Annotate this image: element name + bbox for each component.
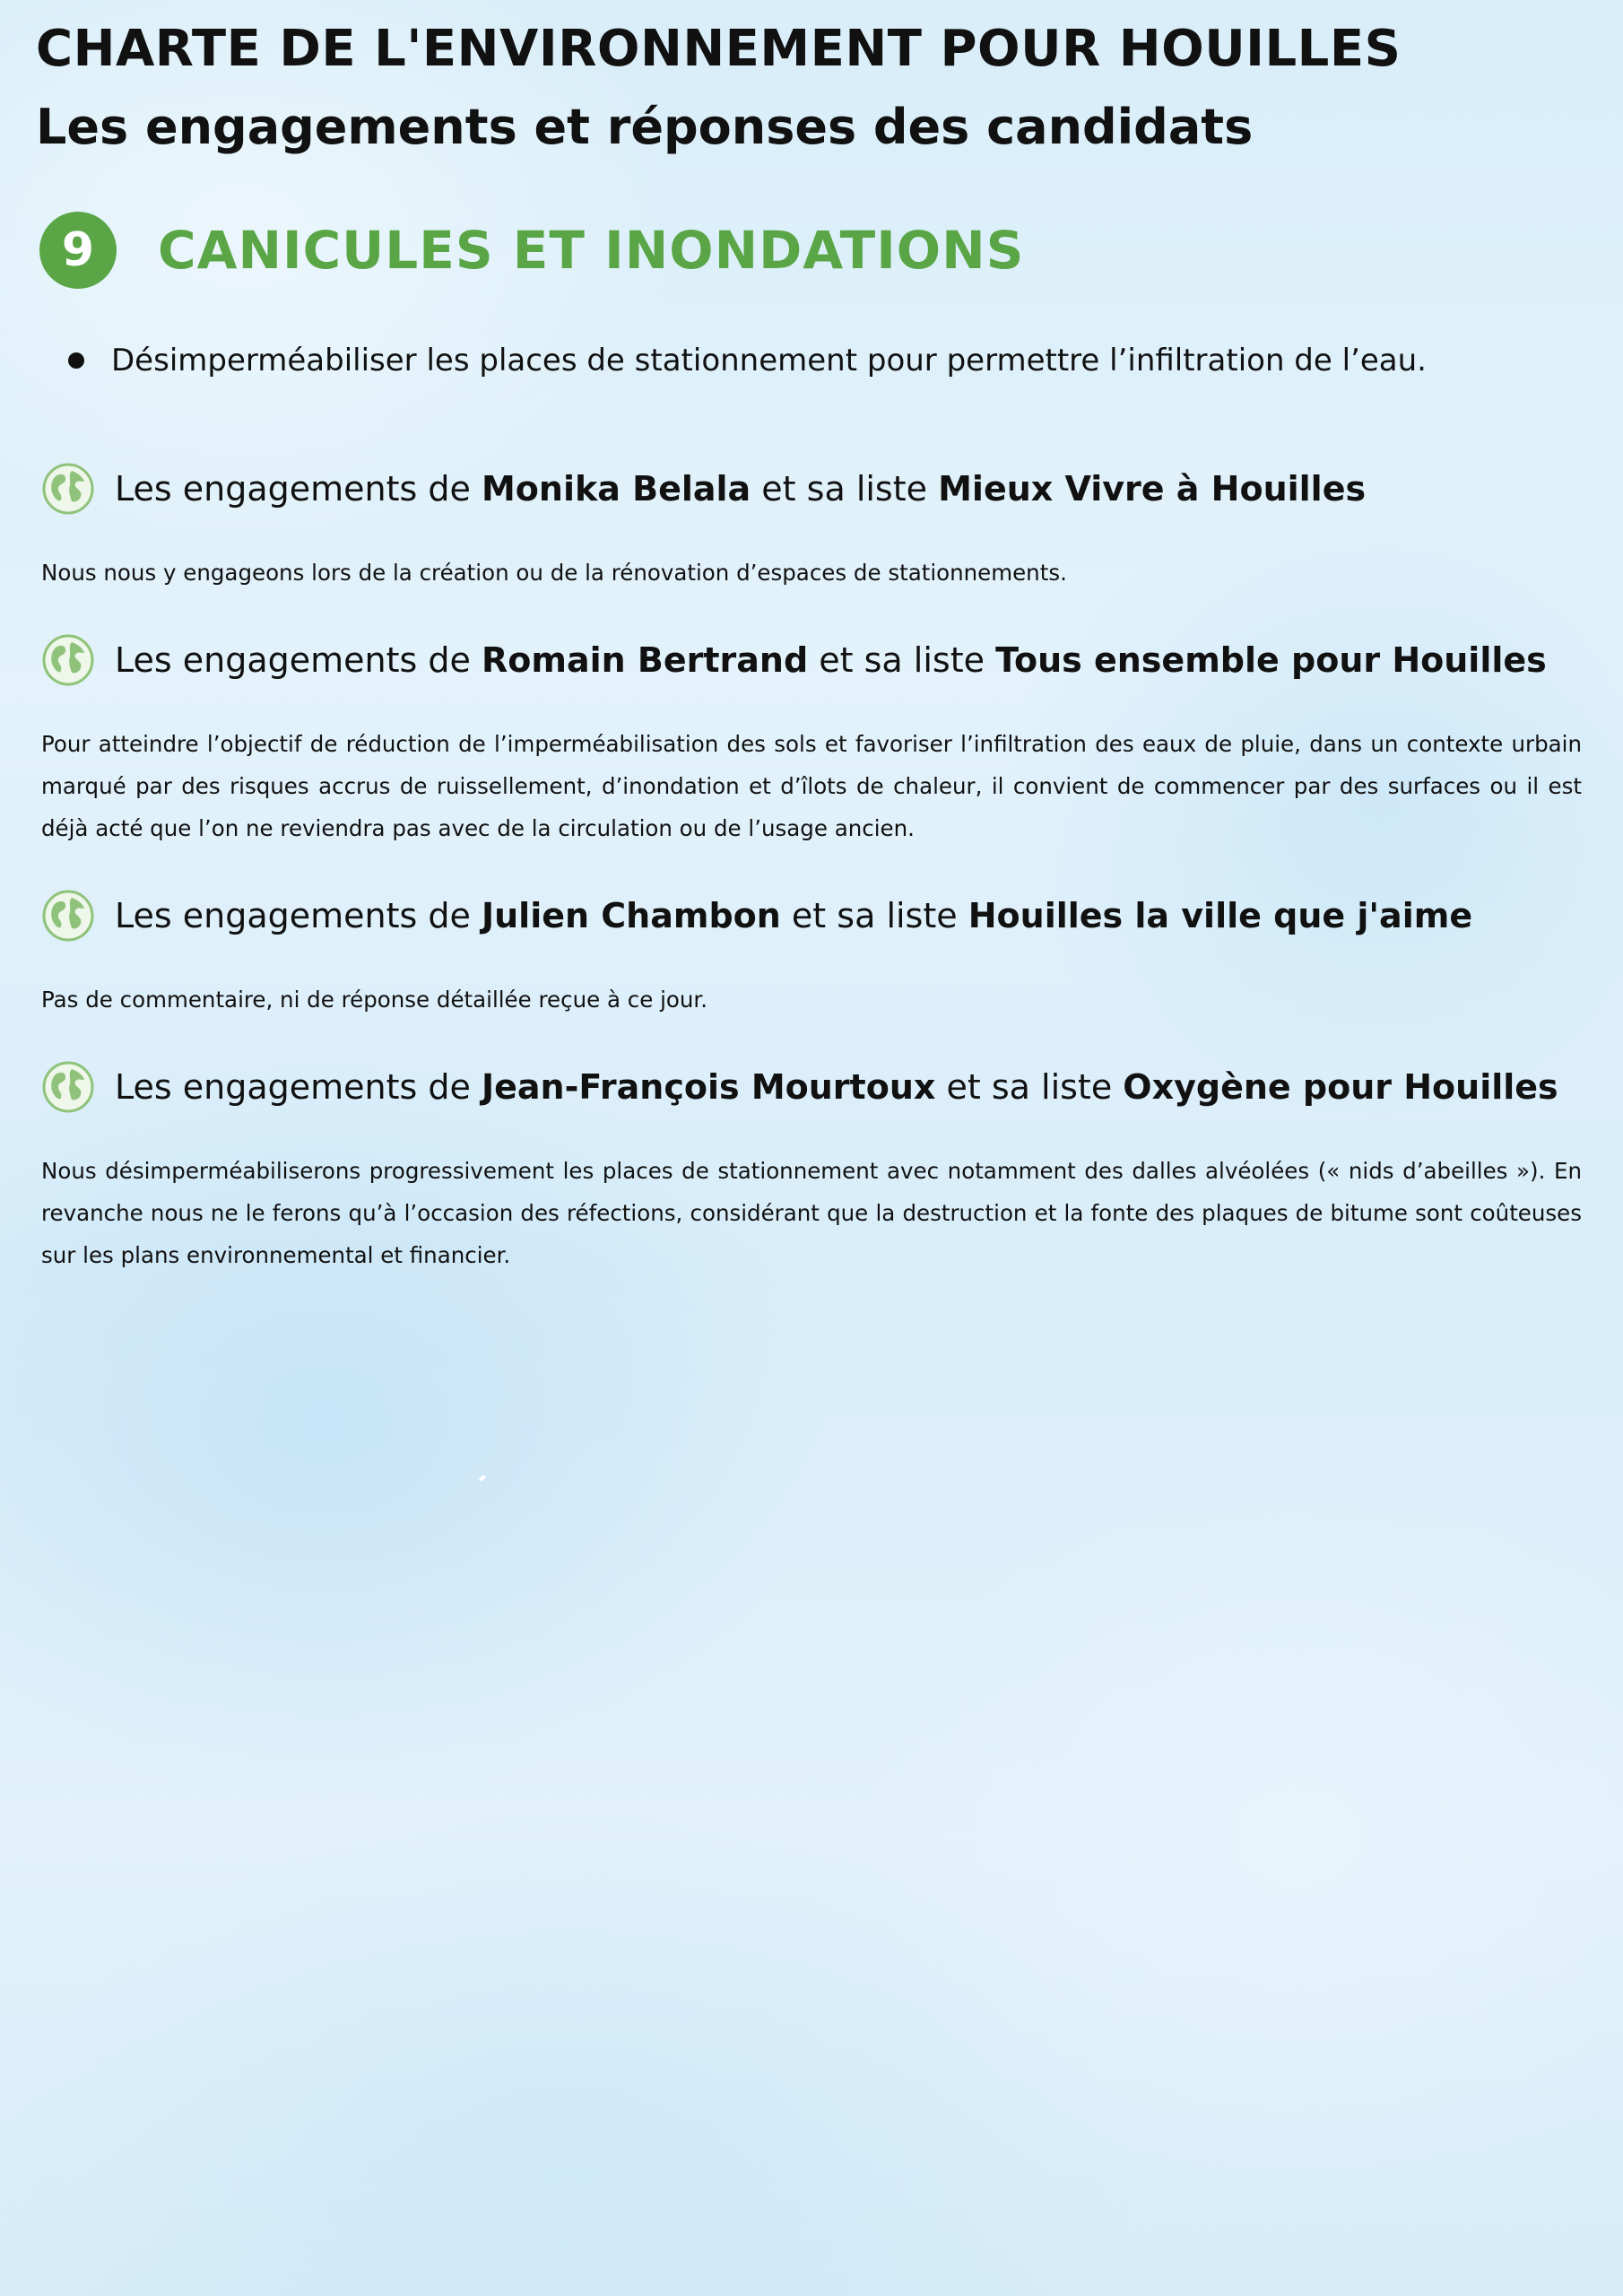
page-subtitle: Les engagements et réponses des candidats [36,99,1254,155]
bullet-icon [68,352,84,369]
candidate-name: Monika Belala [481,469,751,509]
globe-icon [41,462,95,516]
candidate-heading-line [115,640,1547,680]
page-title: CHARTE DE L'ENVIRONNEMENT POUR HOUILLES [36,20,1402,78]
section-number-badge: 9 [39,212,117,289]
heading-prefix: Les engagements de [115,640,471,680]
section-heading [39,212,1024,289]
candidate-block-belala [41,460,1582,594]
candidate-heading-line [115,1067,1558,1107]
heading-prefix: Les engagements de [115,1067,471,1107]
heading-middle: et sa liste [791,896,958,935]
candidate-response: Nous désimperméabiliserons progressivement les places de stationnement avec notamment des dalles alvéolées (« nids d’abeilles »). En revanche nous ne le ferons qu’à l’occasion des réfections, considérant que la destruction et la fonte des plaques de bitume sont coûteuses sur les plans environnemental et financier. [41,1158,1582,1268]
commitment-text: Désimperméabiliser les places de stationnement pour permettre l’infiltration de l’eau. [111,343,1427,378]
candidate-name: Jean-François Mourtoux [481,1067,936,1107]
heading-prefix: Les engagements de [115,896,471,935]
globe-icon [41,633,95,687]
candidate-block-chambon [41,887,1582,1021]
candidate-block-mourtoux [41,1058,1582,1276]
background-speck [479,1474,487,1482]
candidate-list-name: Tous ensemble pour Houilles [995,640,1547,680]
section-title: CANICULES ET INONDATIONS [158,220,1025,281]
candidate-heading [41,887,1582,944]
candidate-heading-line [115,469,1366,509]
candidate-list-name: Mieux Vivre à Houilles [938,469,1367,509]
globe-icon [41,889,95,943]
candidate-response: Nous nous y engageons lors de la création ou de la rénovation d’espaces de stationnements. [41,560,1067,586]
candidate-block-bertrand [41,631,1582,849]
commitment-bullet [68,343,1427,378]
candidate-heading [41,460,1582,517]
candidate-name: Julien Chambon [481,896,781,935]
heading-middle: et sa liste [819,640,985,680]
heading-prefix: Les engagements de [115,469,471,509]
heading-middle: et sa liste [946,1067,1113,1107]
candidate-response: Pour atteindre l’objectif de réduction de l’imperméabilisation des sols et favoriser l’infiltration des eaux de pluie, dans un contexte urbain marqué par des risques accrus de ruissellement, d’inondation et d’îlots de chaleur, il convient de commencer par des surfaces ou il est déjà acté que l’on ne reviendra pas avec de la circulation ou de l’usage ancien. [41,731,1582,841]
candidate-list-name: Oxygène pour Houilles [1123,1067,1558,1107]
candidate-heading [41,631,1582,689]
candidate-name: Romain Bertrand [481,640,809,680]
heading-middle: et sa liste [761,469,928,509]
candidate-heading [41,1058,1582,1116]
candidate-list-name: Houilles la ville que j'aime [968,896,1473,935]
globe-icon [41,1060,95,1114]
candidate-heading-line [115,896,1472,935]
candidate-response: Pas de commentaire, ni de réponse détaillée reçue à ce jour. [41,987,708,1013]
